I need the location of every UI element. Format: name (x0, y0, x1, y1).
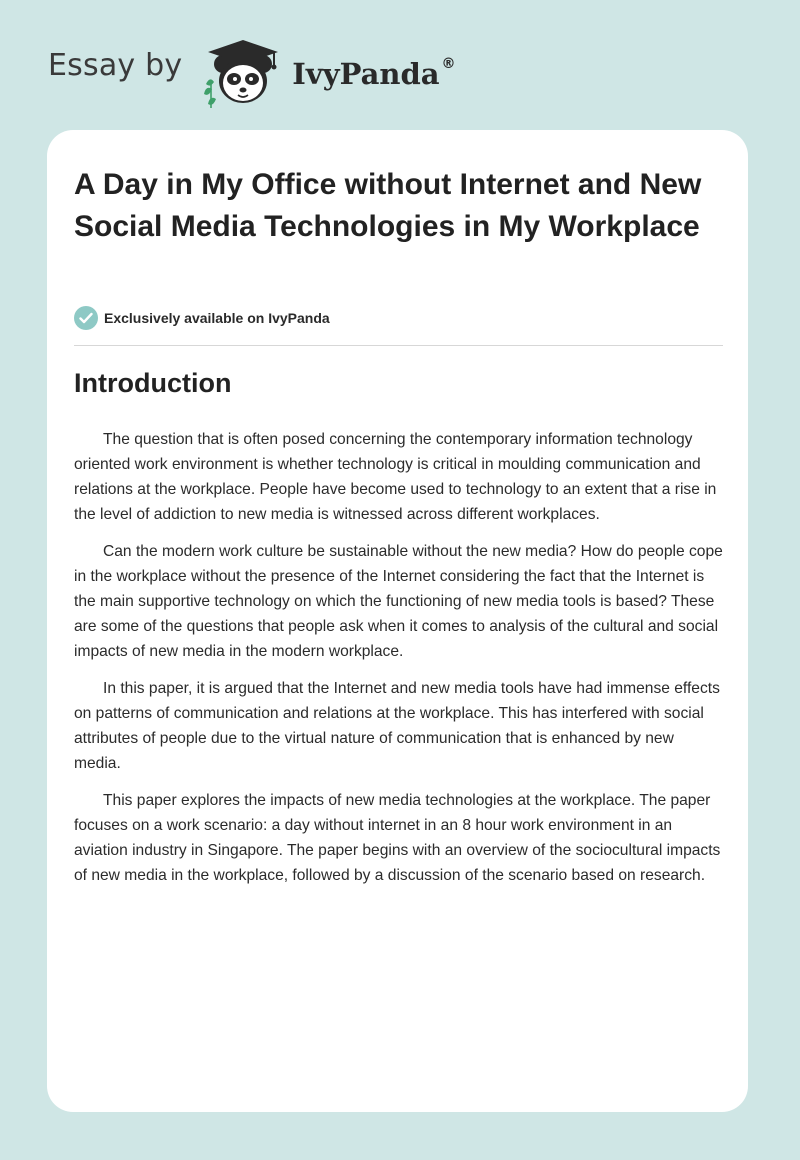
essay-card (47, 130, 748, 1112)
paragraph: The question that is often posed concerning the contemporary information technology oriented work environment is whether technology is critical in moulding communication and relations at the workplace. People have become used to technology to an extent that a rise in the level of addiction to new media is witnessed across different workplaces. (74, 431, 717, 523)
exclusive-badge (74, 306, 330, 330)
essay-title: A Day in My Office without Internet and New Social Media Technologies in My Workplace (74, 168, 702, 243)
check-circle-icon (74, 306, 98, 330)
exclusive-text: Exclusively available on IvyPanda (104, 310, 330, 326)
paragraph: Can the modern work culture be sustainable without the new media? How do people cope in the workplace without the presence of the Internet considering the fact that the Internet is the main supportive technology on which the functioning of new media tools is based? These are some of the questions that people ask when it comes to analysis of the cultural and social impacts of new media in the modern workplace. (74, 543, 723, 660)
leaf-icon (204, 79, 216, 108)
essay-body (74, 427, 724, 900)
paragraph: In this paper, it is argued that the Internet and new media tools have had immense effects on patterns of communication and relations at the workplace. This has interfered with social attributes of people due to the virtual nature of communication that is enhanced by new media. (74, 680, 720, 772)
panda-graduate-icon[interactable] (196, 34, 286, 110)
divider (74, 345, 723, 346)
site-header (48, 32, 456, 112)
registered-mark: ® (441, 55, 456, 72)
brand-name[interactable]: IvyPanda ® (292, 55, 456, 91)
paragraph: This paper explores the impacts of new media technologies at the workplace. The paper focuses on a work scenario: a day without internet in an 8 hour work environment in an aviation industry in Singapore. The paper begins with an overview of the sociocultural impacts of new media in the workplace, followed by a discussion of the scenario based on research. (74, 792, 721, 884)
essay-by-label: Essay by (48, 47, 183, 83)
section-heading: Introduction (74, 368, 232, 398)
